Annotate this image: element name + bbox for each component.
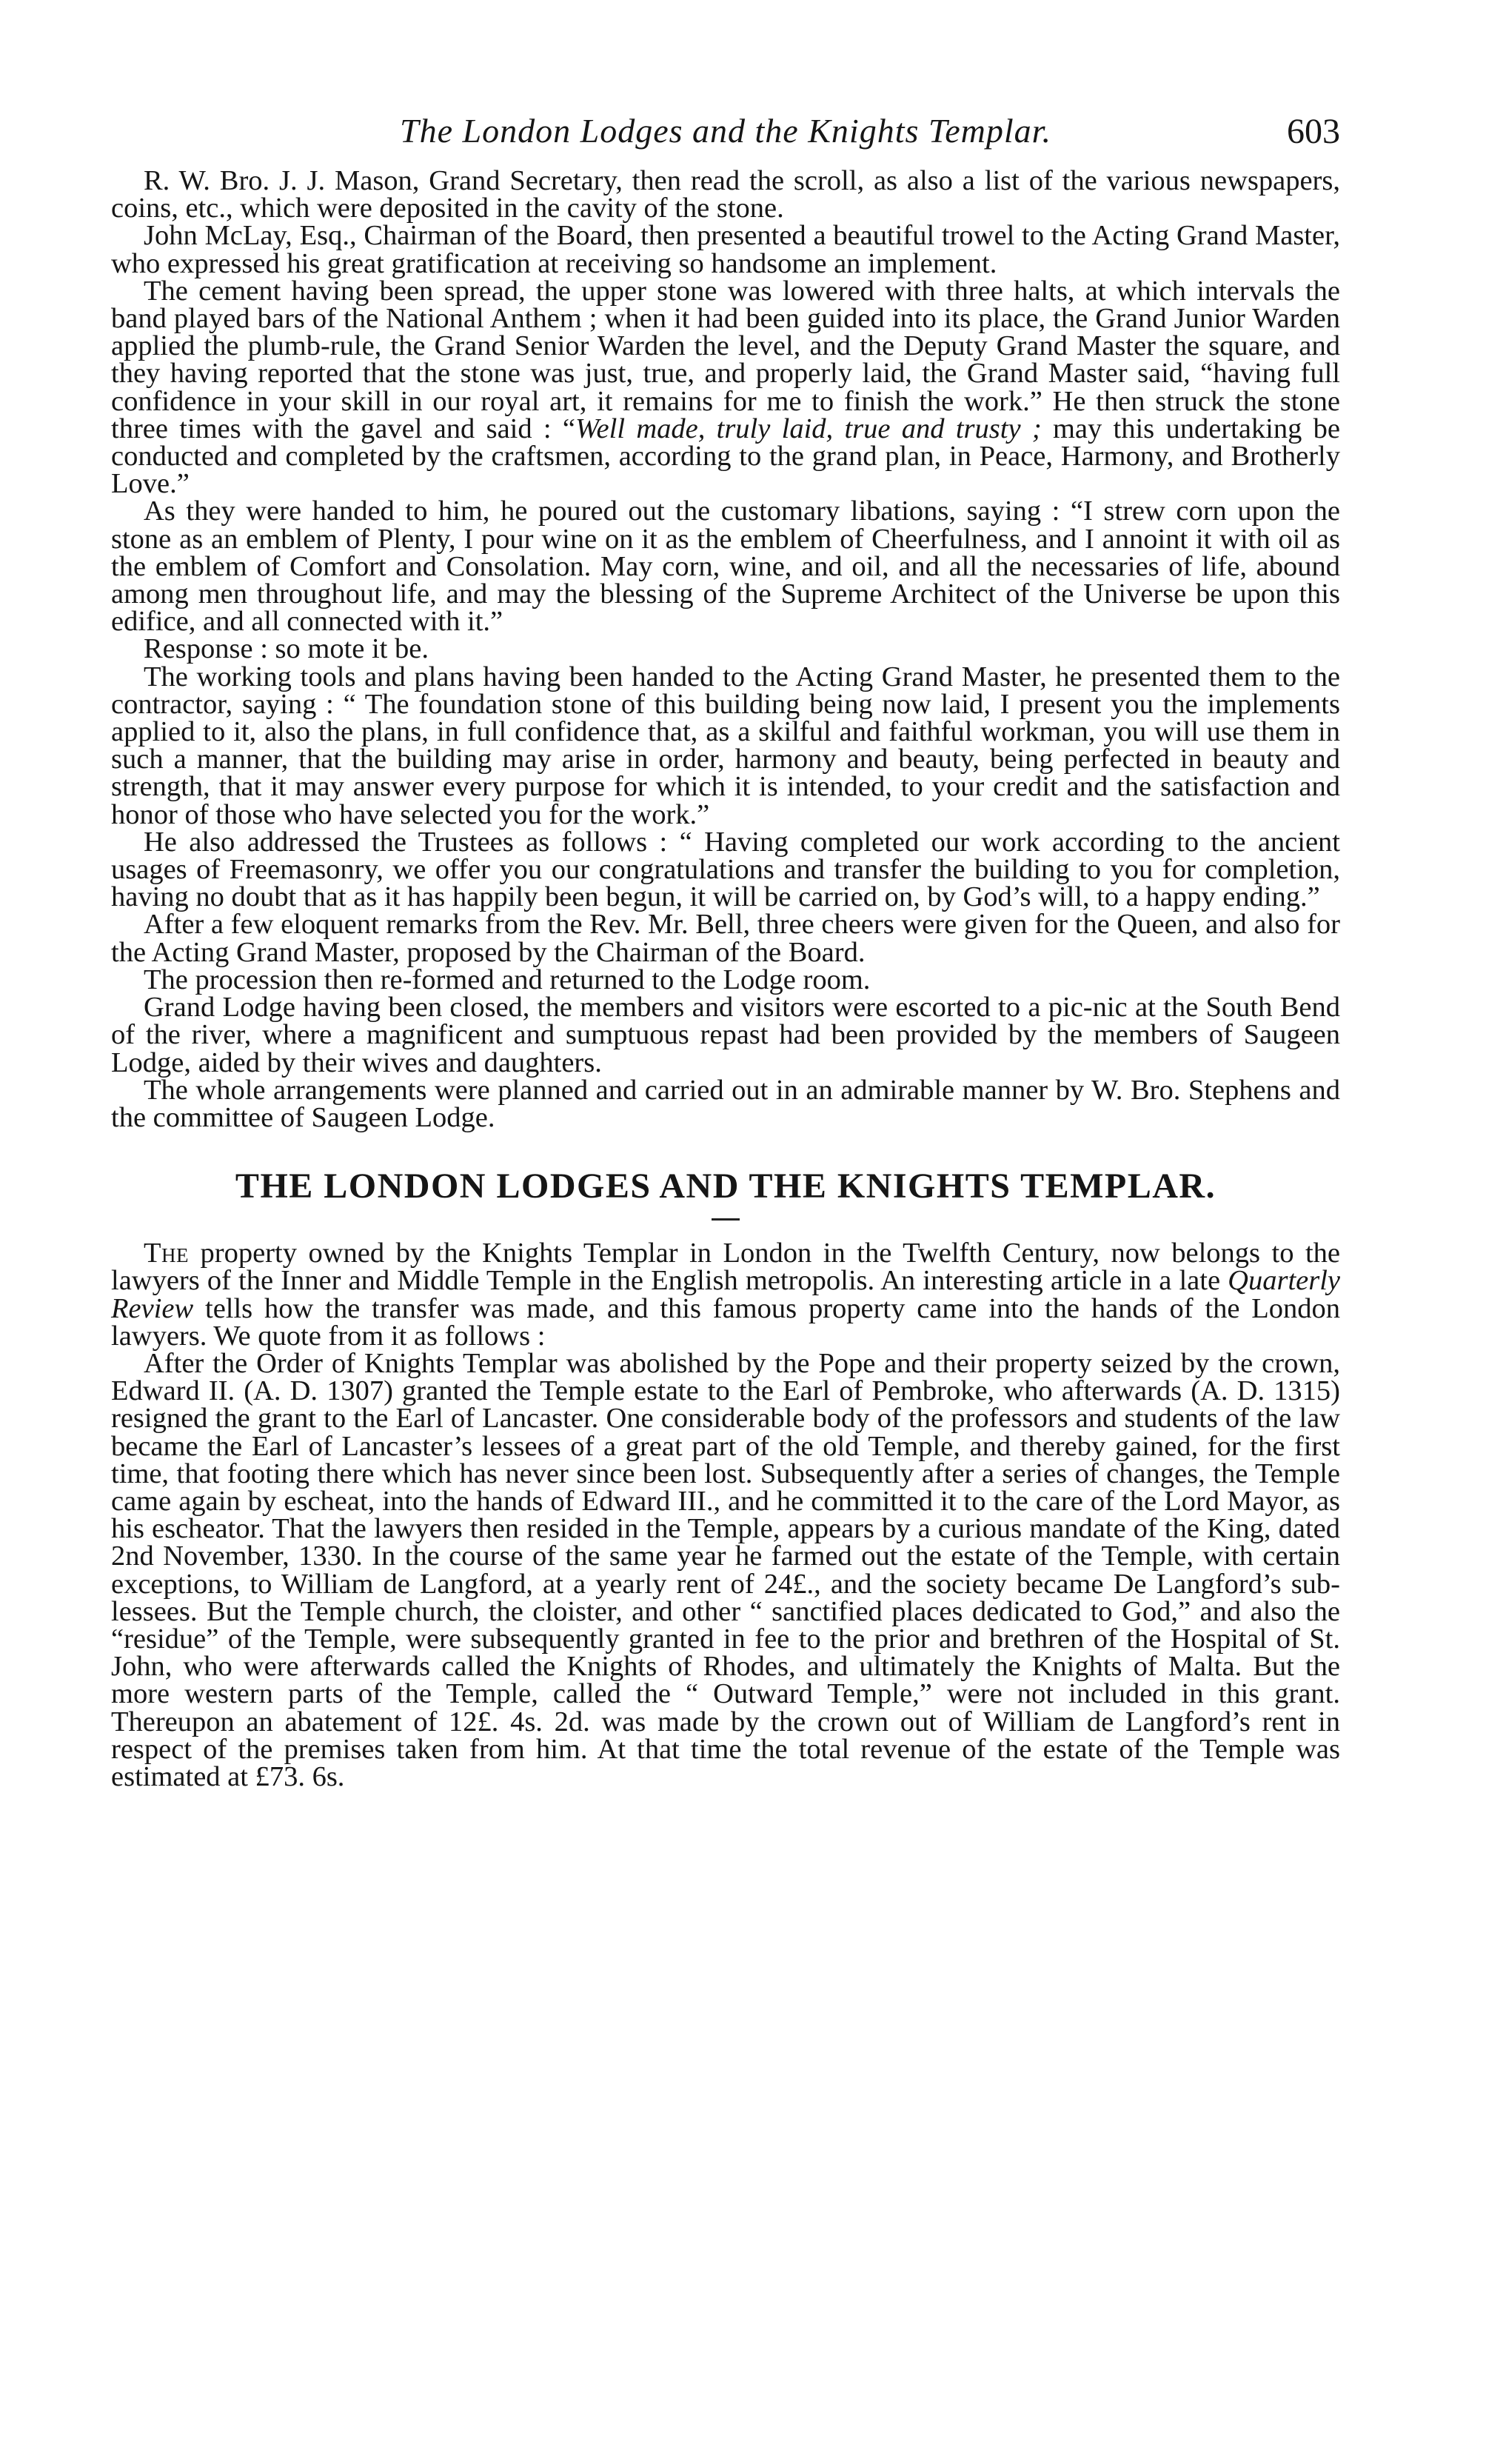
running-title: The London Lodges and the Knights Templar. [400,112,1051,150]
paragraph: The procession then re-formed and returned to the Lodge room. [144,964,871,995]
ceremony-report [111,167,1340,1132]
paragraph: Grand Lodge having been closed, the members and visitors were escorted to a pic-nic at the South Bend of the river, where a magnificent and sumptuous repast had been provided by the members of Saugeen Lodge, aided by their wives and daughters. [111,992,1340,1078]
article-body [111,1240,1340,1791]
quote-open: “ [551,413,575,444]
paragraph: He also addressed the Trustees as follows : “ Having completed our work according to the ancient usages of Freemasonry, we offer you our congratulations and transfer the building to you for completion, having no doubt that as it has happily been begun, it will be carried on, by God’s will, to a happy ending.” [111,826,1340,913]
running-head [111,111,1340,170]
article-paragraph: After the Order of Knights Templar was abolished by the Pope and their property seized by the crown, Edward II. (A. D. 1307) granted the Temple estate to the Earl of Pembroke, who afterwards (A. D. 1315) resigned the grant to the Earl of Lancaster. One considerable body of the professors and students of the law became the Earl of Lancaster’s lessees of a great part of the old Temple, and thereby gained, for the first time, that footing there which has never since been lost. Subsequently after a series of changes, the Temple came again by escheat, into the hands of Edward III., and he committed it to the care of the Lord Mayor, as his escheator. That the lawyers then resided in the Temple, appears by a curious mandate of the King, dated 2nd November, 1330. In the course of the same year he farmed out the estate of the Temple, with certain exceptions, to William de Langford, at a yearly rent of 24£., and the society became De Langford’s sub-lessees. But the Temple church, the cloister, and other “ sanctified places dedicated to God,” and also the “residue” of the Temple, were subsequently granted in fee to the prior and brethren of the Hospital of St. John, who were afterwards called the Knights of Rhodes, and ultimately the Knights of Malta. But the more western parts of the Temple, called the “ Outward Temple,” were not included in this grant. Thereupon an abatement of 12£. 4s. 2d. was made by the crown out of William de Langford’s rent in respect of the premises taken from him. At that time the total revenue of the estate of the Temple was estimated at £73. 6s. [111,1347,1340,1792]
intro-text: property owned by the Knights Templar in London in the Twelfth Century, now belongs to the lawyers of the Inner and Middle Temple in the English metropolis. An interesting article in a late [111,1238,1340,1297]
article-intro [111,1240,1340,1350]
page-number: 603 [1287,112,1340,151]
quote-rest: may this undertaking be conducted and completed by the craftsmen, according to the grand plan, in Peace, Harmony, and Brotherly Love.” [111,413,1340,500]
review-title: Quarterly Review [111,1265,1340,1324]
paragraph: After a few eloquent remarks from the Rev. Mr. Bell, three cheers were given for the Queen, and also for the Acting Grand Master, proposed by the Chairman of the Board. [111,909,1340,968]
italic-quote: Well made, truly laid, true and trusty ; [575,413,1042,444]
response-line: Response : so mote it be. [144,633,429,665]
paragraph: John McLay, Esq., Chairman of the Board, then presented a beautiful trowel to the Acting Grand Master, who expressed his great gratification at receiving so handsome an implement. [111,220,1340,279]
title-rule [712,1218,740,1221]
book-page [111,111,1340,2422]
paragraph [111,275,1340,500]
paragraph: The working tools and plans having been handed to the Acting Grand Master, he presented them to the contractor, saying : “ The foundation stone of this building being now laid, I present you the implements applied to it, also the plans, in full confidence that, as a skilful and faithful workman, you will use them in such a manner, that the building may arise in order, harmony and beauty, being perfected in beauty and strength, that it may answer every purpose for which it is intended, to your credit and the satisfaction and honor of those who have selected you for the work.” [111,661,1340,830]
paragraph: The whole arrangements were planned and carried out in an admirable manner by W. Bro. Stephens and the committee of Saugeen Lodge. [111,1074,1340,1133]
intro-tail: tells how the transfer was made, and this famous property came into the hands of the London lawyers. We quote from it as follows : [111,1292,1340,1352]
paragraph-text: The cement having been spread, the upper stone was lowered with three halts, at which intervals the band played bars of the National Anthem ; when it had been guided into its place, the Grand Junior Warden applied the plumb-rule, the Grand Senior Warden the level, and the Deputy Grand Master the square, and they having reported that the stone was just, true, and properly laid, the Grand Master said, “having full confidence in your skill in our royal art, it remains for me to finish the work.” He then struck the stone three times with the gavel and said : [111,275,1340,444]
paragraph: As they were handed to him, he poured out the customary libations, saying : “I strew corn upon the stone as an emblem of Plenty, I pour wine on it as the emblem of Cheerfulness, and I annoint it with oil as the emblem of Comfort and Consolation. May corn, wine, and oil, and all the necessaries of life, abound among men throughout life, and may the blessing of the Supreme Architect of the Universe be upon this edifice, and all connected with it.” [111,495,1340,638]
article-title: THE LONDON LODGES AND THE KNIGHTS TEMPLAR. [235,1166,1216,1206]
intro-lead-word: The [144,1238,190,1269]
paragraph: R. W. Bro. J. J. Mason, Grand Secretary, then read the scroll, as also a list of the various newspapers, coins, etc., which were deposited in the cavity of the stone. [111,165,1340,224]
